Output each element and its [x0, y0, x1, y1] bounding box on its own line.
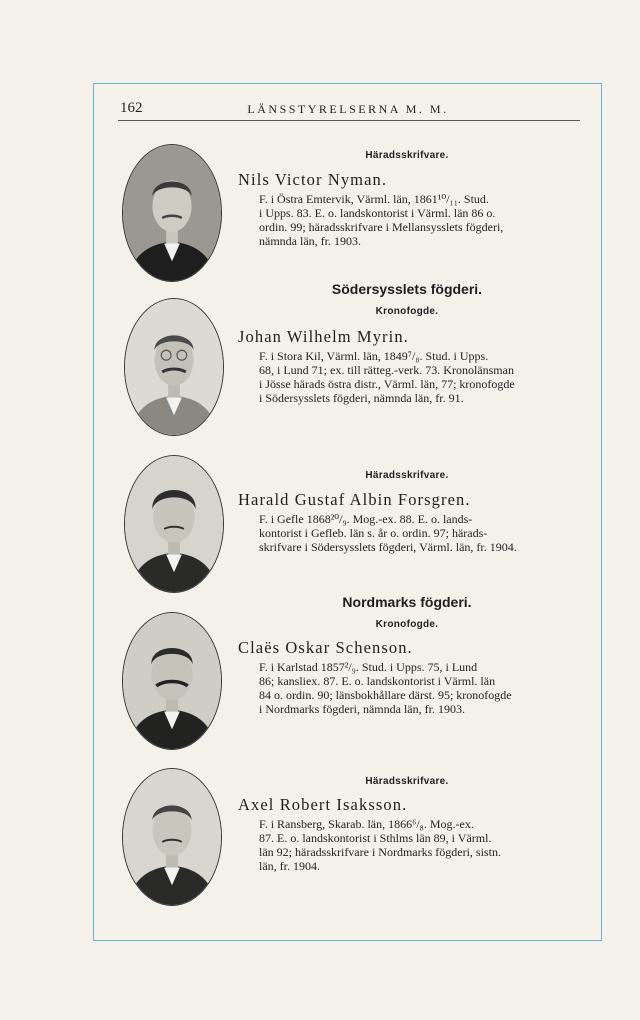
header-rule: [118, 120, 580, 121]
bio-line: län, fr. 1904.: [259, 859, 320, 873]
role-heading: Häradsskrifvare.: [365, 150, 449, 161]
person-name: Claës Oskar Schenson.: [238, 638, 413, 657]
bio-line: 87. E. o. landskontorist i Sthlms län 89, i Värml.: [259, 831, 492, 845]
portrait-photo: [122, 612, 222, 750]
role-heading: Kronofogde.: [375, 306, 439, 317]
bio-line: F. i Gefle 1868²⁰/₉. Mog.-ex. 88. E. o. lands-: [259, 512, 473, 526]
role-heading: Häradsskrifvare.: [365, 470, 449, 481]
biography: [238, 817, 580, 873]
bio-line: kontorist i Gefleb. län s. år o. ordin. 97; härads-: [259, 526, 488, 540]
portrait-photo: [124, 455, 224, 593]
person-name: Axel Robert Isaksson.: [238, 795, 408, 814]
bio-line: län 92; häradsskrifvare i Nordmarks fögderi, sistn.: [259, 845, 501, 859]
bio-line: ordin. 99; häradsskrifvare i Mellansysslets fögderi,: [259, 220, 504, 234]
running-title: LÄNSSTYRELSERNA M. M.: [247, 102, 449, 116]
bio-line: i Södersysslets fögderi, nämnda län, fr. 91.: [259, 391, 464, 405]
role-heading: Häradsskrifvare.: [365, 776, 449, 787]
biography: [238, 349, 580, 405]
person-name: Nils Victor Nyman.: [238, 170, 388, 189]
person-name: Harald Gustaf Albin Forsgren.: [238, 490, 471, 509]
portrait-photo: [124, 298, 224, 436]
biography: [238, 660, 580, 716]
bio-line: i Jösse härads östra distr., Värml. län, 77; kronofogde: [259, 377, 515, 391]
role-heading: Kronofogde.: [375, 619, 439, 630]
bio-line: 68, i Lund 71; ex. till rätteg.-verk. 73. Kronolänsman: [259, 363, 514, 377]
person-name: Johan Wilhelm Myrin.: [238, 327, 409, 346]
bio-line: F. i Östra Emtervik, Värml. län, 1861¹⁰/₁₁. Stud.: [259, 192, 489, 206]
portrait-photo: [122, 768, 222, 906]
bio-line: 84 o. ordin. 90; länsbokhållare därst. 95; kronofogde: [259, 688, 512, 702]
section-heading: Nordmarks fögderi.: [342, 594, 472, 610]
bio-line: i Upps. 83. E. o. landskontorist i Värml. län 86 o.: [259, 206, 496, 220]
bio-line: F. i Stora Kil, Värml. län, 1849⁷/₈. Stud. i Upps.: [259, 349, 489, 363]
biography: [238, 192, 580, 248]
page-number: 162: [120, 100, 143, 116]
bio-line: 86; kansliex. 87. E. o. landskontorist i Värml. län: [259, 674, 496, 688]
page-header: [118, 100, 578, 120]
bio-line: F. i Karlstad 1857²/₉. Stud. i Upps. 75, i Lund: [259, 660, 478, 674]
bio-line: F. i Ransberg, Skarab. län, 1866⁶/₈. Mog.-ex.: [259, 817, 474, 831]
biography: [238, 512, 580, 554]
bio-line: nämnda län, fr. 1903.: [259, 234, 361, 248]
bio-line: skrifvare i Södersysslets fögderi, Värml. län, fr. 1904.: [259, 540, 517, 554]
section-heading: Södersysslets fögderi.: [331, 281, 483, 297]
portrait-photo: [122, 144, 222, 282]
bio-line: i Nordmarks fögderi, nämnda län, fr. 1903.: [259, 702, 465, 716]
